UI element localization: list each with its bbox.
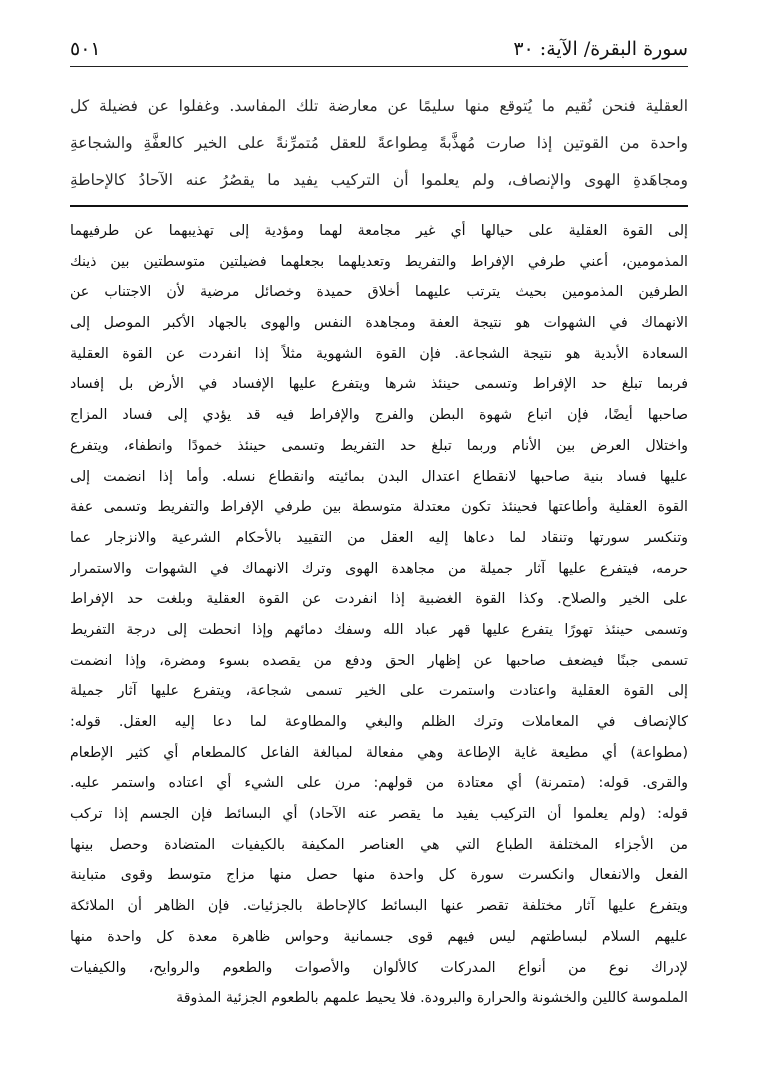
commentary-line: عليهم السلام لبساطتهم ليس فيهم قوى جسمانية وحواس ظاهرة معدة كل واحدة منها bbox=[70, 928, 688, 945]
commentary-line: المذمومين، أعني طرفي الإفراط والتفريط وتعديلهما بجعلهما فضيلتين متوسطتين بين ذينك bbox=[70, 253, 688, 270]
commentary-line: حرمه، فيتفرع عليها آثار جميلة من مجاهدة الهوى وترك الانهماك في الشهوات والاستمرار bbox=[70, 560, 688, 577]
commentary-line: تسمى جبنًا فيضعف صاحبها عن إظهار الحق ودفع من يقصده بسوء ومضرة، وإذا انضمت bbox=[70, 652, 688, 669]
matn-text bbox=[70, 88, 688, 199]
commentary-line: فربما تبلغ حد الإفراط وتسمى حينئذ شرها ويتفرع عليها الإفساد في الأرض بل إفساد bbox=[70, 376, 688, 393]
matn-line: ومجاهَدةِ الهوى والإنصاف، ولم يعلموا أن التركيب يفيد ما يقصُرُ عنه الآحادُ كالإحاطةِ bbox=[70, 171, 688, 189]
commentary-line: من الأجزاء المختلفة الطباع التي هي العناصر المكيفة بالكيفيات المتضادة وحصل بينها bbox=[70, 836, 688, 853]
commentary-line: إلى القوة العقلية واعتادت واستمرت على الخير تسمى شجاعة، ويتفرع عليها آثار جميلة bbox=[70, 683, 688, 700]
commentary-line: وتنكسر سورتها وتنقاد لما دعاها إليه العقل من التقييد بالأحكام الشرعية والانزجار عما bbox=[70, 529, 688, 546]
matn-line: واحدة من القوتين إذا صارت مُهذَّبةً مِطواعةً للعقل مُتمرِّنةً على الخير كالعفَّةِ والشجاعةِ bbox=[70, 134, 688, 152]
commentary-line: قوله: (ولم يعلموا أن التركيب يفيد ما يقصر عنه الآحاد) أي البسائط فإن الجسم إذا تركب bbox=[70, 806, 688, 823]
separator-rule bbox=[70, 205, 688, 207]
commentary-line: على الخير والصلاح. وكذا القوة الغضبية إذا انفردت عن القوة العقلية وبلغت حد الإفراط bbox=[70, 591, 688, 608]
commentary-text bbox=[70, 216, 688, 1014]
commentary-line: صاحبها أيضًا، فإن اتباع شهوة البطن والفرج والإفراط فيه قد يؤدي إلى فساد المزاج bbox=[70, 407, 688, 424]
commentary-line: إلى القوة العقلية على حيالها أي غير مجامعة لهما ومؤدية إلى تهذيبهما عن طرفيهما bbox=[70, 223, 688, 239]
page-header bbox=[70, 36, 688, 67]
commentary-line: كالإنصاف في المعاملات وترك الظلم والبغي والمطاوعة لما دعا إليه العقل. قوله: bbox=[70, 714, 688, 730]
commentary-line: عليها فساد بنية صاحبها لانقطاع اعتدال البدن بمائيته وانقطاع نسله. وأما إذا انضمت إلى bbox=[70, 468, 688, 485]
commentary-line: وتسمى حينئذ تهورًا يتفرع عليها قهر عباد الله وسفك دمائهم وإذا انحطت إلى درجة التفريط bbox=[70, 621, 688, 638]
commentary-line: الانهماك في الشهوات هو نتيجة العفة ومجاهدة النفس والهوى بالجهاد الأكبر الموصل إلى bbox=[70, 315, 688, 332]
commentary-line: ويتفرع عليها آثار مختلفة تقصر عنها البسائط كالإحاطة بالجزئيات. فإن الظاهر أن الملائكة bbox=[70, 898, 688, 915]
commentary-line: الفعل والانفعال وانكسرت سورة كل واحدة منها حصل منها مزاج متوسط وقوى متباينة bbox=[70, 867, 688, 884]
commentary-line: والقرى. قوله: (متمرنة) أي معتادة من قولهم: مرن على الشيء أي اعتاده واستمر عليه. bbox=[70, 775, 688, 792]
running-title: سورة البقرة/ الآية: ٣٠ bbox=[513, 38, 688, 60]
commentary-line: لإدراك نوع من أنواع المدركات كالألوان والأصوات والطعوم والروايح، والكيفيات bbox=[70, 959, 688, 976]
page-number: ٥٠١ bbox=[70, 38, 101, 60]
commentary-line: الطرفين المذمومين بحيث يترتب عليهما أخلاق حميدة وخصائل مرضية لأن الاجتناب عن bbox=[70, 284, 688, 301]
commentary-line: الملموسة كاللين والخشونة والحرارة والبرودة. فلا يحيط علمهم بالطعوم الجزئية المذوقة bbox=[176, 990, 688, 1007]
commentary-line: واختلال العرض بين الأنام وربما تبلغ حد التفريط وتسمى حينئذ خمودًا وانطفاء، ويتفرع bbox=[70, 437, 688, 454]
matn-line: العقلية فنحن نُقيم ما يُتوقع منها سليمًا عن معارضة تلك المفاسد. وغفلوا عن فضيلة كل bbox=[70, 97, 688, 115]
commentary-line: السعادة الأبدية هو نتيجة الشجاعة. فإن القوة الشهوية مثلاً إذا انفردت عن القوة العقلية bbox=[70, 345, 688, 362]
commentary-line: (مطواعة) أي مطيعة غاية الإطاعة وهي مفعالة لمبالغة الفاعل كالمطعام أي كثير الإطعام bbox=[70, 744, 688, 761]
commentary-line: القوة العقلية وأطاعتها فحينئذ تكون معتدلة متوسطة بين طرفي الإفراط والتفريط وتسمى عفة bbox=[70, 499, 688, 516]
